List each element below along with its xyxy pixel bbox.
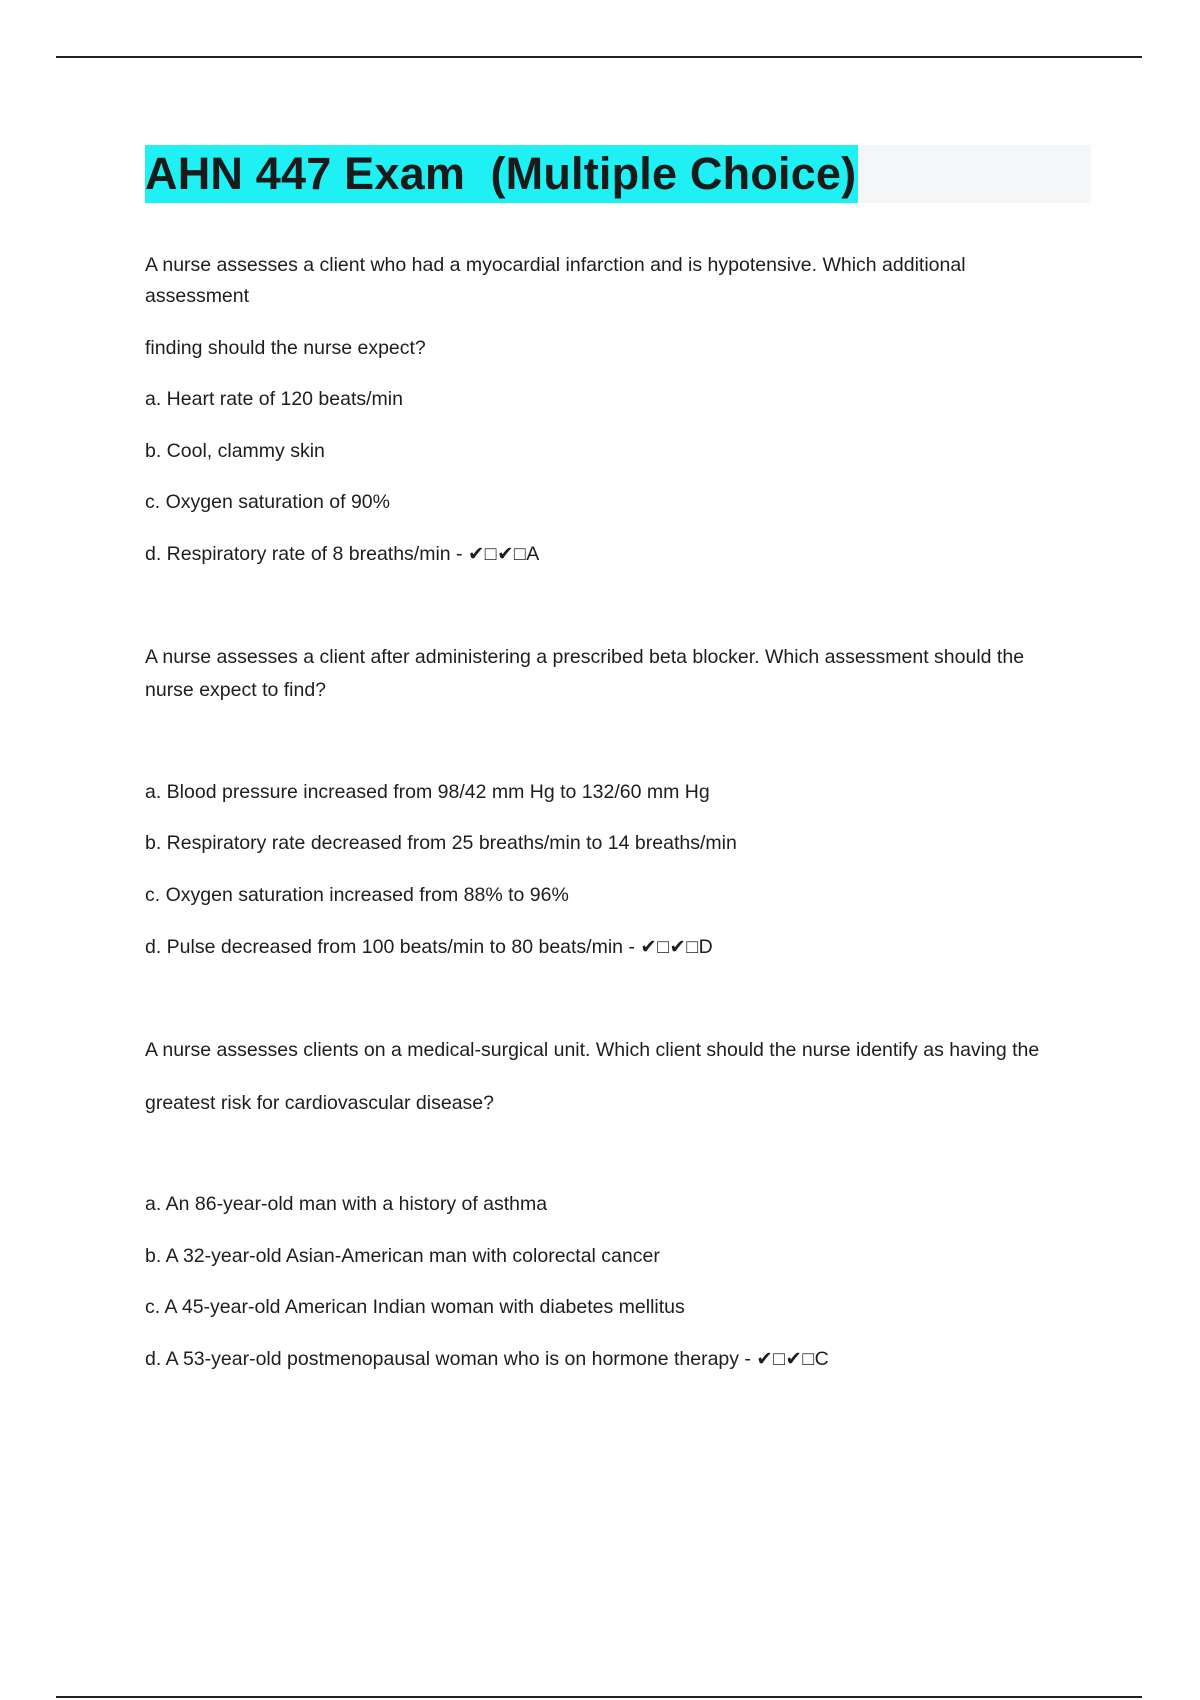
- page-title: AHN 447 Exam (Multiple Choice): [145, 145, 858, 203]
- bottom-rule: [56, 1696, 1142, 1698]
- question-2-option-d-text: d. Pulse decreased from 100 beats/min to 80 beats/min -: [145, 936, 641, 958]
- question-1-answer: ✔□✔□A: [467, 543, 540, 565]
- question-1-option-a: a. Heart rate of 120 beats/min: [145, 388, 403, 410]
- question-1-stem-line-1: A nurse assesses a client who had a myocardial infarction and is hypotensive. Which additional: [145, 254, 966, 276]
- question-2-answer: ✔□✔□D: [640, 936, 714, 958]
- question-3-answer: ✔□✔□C: [756, 1348, 830, 1370]
- top-rule: [56, 56, 1142, 58]
- question-1-stem-line-2: assessment: [145, 285, 250, 307]
- question-2-stem-line-1: A nurse assesses a client after administering a prescribed beta blocker. Which assessment should the: [145, 646, 1025, 668]
- question-1-stem-line-3: finding should the nurse expect?: [145, 337, 426, 359]
- question-3-stem-line-1: A nurse assesses clients on a medical-surgical unit. Which client should the nurse identify as having the: [145, 1039, 1040, 1061]
- question-2-option-b: b. Respiratory rate decreased from 25 breaths/min to 14 breaths/min: [145, 832, 737, 854]
- question-3-option-c: c. A 45-year-old American Indian woman with diabetes mellitus: [145, 1296, 685, 1318]
- question-1-option-d-text: d. Respiratory rate of 8 breaths/min -: [145, 543, 468, 565]
- question-3-option-b: b. A 32-year-old Asian-American man with colorectal cancer: [145, 1245, 660, 1267]
- question-2-option-d: [145, 934, 713, 960]
- question-3-stem-line-2: greatest risk for cardiovascular disease?: [145, 1092, 494, 1114]
- question-1-option-c: c. Oxygen saturation of 90%: [145, 491, 390, 513]
- question-2-option-c: c. Oxygen saturation increased from 88% to 96%: [145, 884, 569, 906]
- question-1-option-b: b. Cool, clammy skin: [145, 440, 325, 462]
- question-3-option-d: [145, 1346, 829, 1372]
- question-2-option-a: a. Blood pressure increased from 98/42 mm Hg to 132/60 mm Hg: [145, 781, 710, 803]
- question-1-option-d: [145, 541, 540, 567]
- question-3-option-d-text: d. A 53-year-old postmenopausal woman who is on hormone therapy -: [145, 1348, 757, 1370]
- question-3-option-a: a. An 86-year-old man with a history of asthma: [145, 1193, 548, 1215]
- question-2-stem-line-2: nurse expect to find?: [145, 679, 327, 701]
